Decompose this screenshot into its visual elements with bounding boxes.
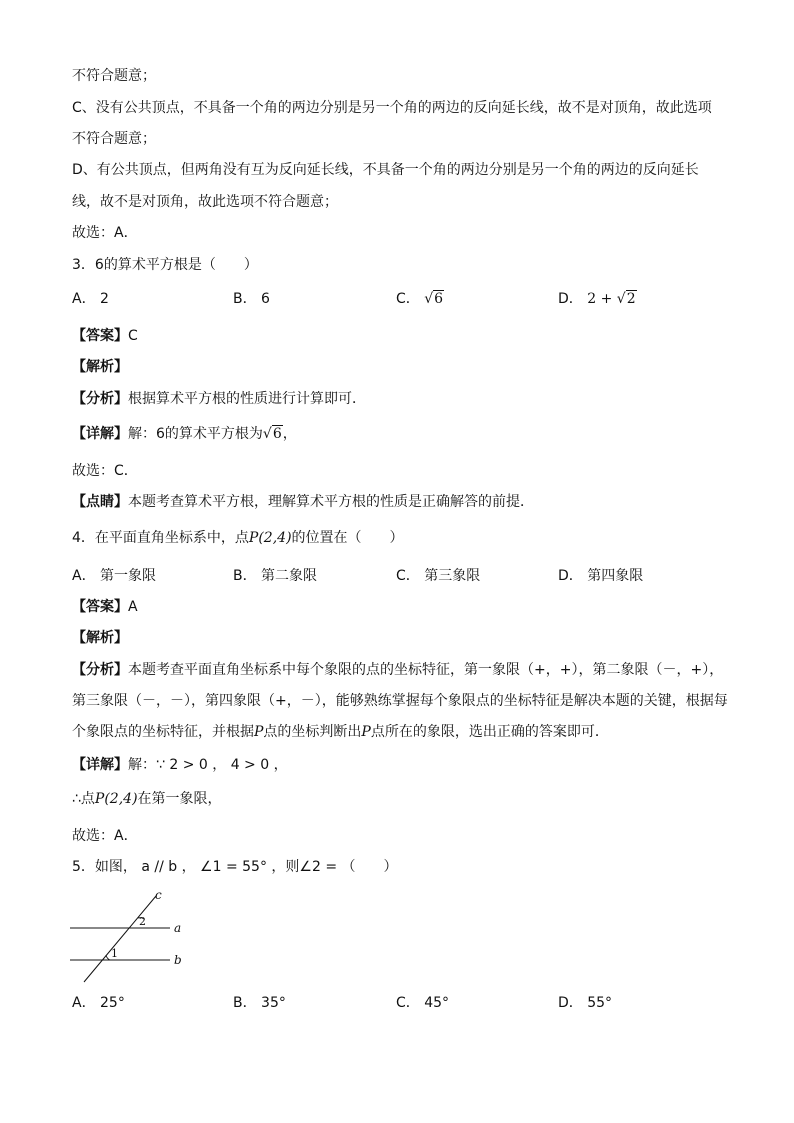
q4-answer [72, 597, 138, 617]
q5-option-d: D． 55° [558, 995, 613, 1011]
q4-fenxi-line3 [72, 722, 609, 742]
q3-option-c-label: C． [396, 291, 420, 307]
conclusion-pre: ∴点 [72, 791, 95, 807]
answer-value: A [128, 599, 138, 615]
answer-value: C [128, 328, 138, 344]
label-angle-1: 1 [111, 947, 118, 960]
q4-analysis-heading: 【解析】 [72, 630, 128, 646]
question-4-stem [72, 528, 404, 548]
xiangjie-text: 解：∵ 2 > 0 ， 4 > 0 ， [128, 757, 288, 773]
point-p: P(2,4) [248, 530, 292, 546]
q4-option-d: D． 第四象限 [558, 568, 644, 584]
q4-option-c: C． 第三象限 [396, 568, 481, 584]
conclusion-post: 在第一象限， [137, 791, 222, 807]
q4-option-b: B． 第二象限 [233, 568, 318, 584]
radicand: 6 [272, 426, 282, 442]
fenxi-tag: 【分析】 [72, 391, 128, 407]
q4-guxuan: 故选：A． [72, 828, 138, 844]
text-line: C、没有公共顶点，不具备一个角的两边分别是另一个角的两边的反向延长线，故不是对顶角，故此选项 [72, 100, 712, 116]
xiangjie-tag: 【详解】 [72, 426, 128, 442]
text-line: D、有公共顶点，但两角没有互为反向延长线，不具备一个角的两边分别是另一个角的两边的反向延长 [72, 162, 699, 178]
text: 个象限点的坐标特征，并根据 [72, 724, 254, 740]
q3-answer [72, 326, 138, 346]
fenxi-text: 本题考查平面直角坐标系中每个象限的点的坐标特征，第一象限（+，+），第二象限（－，+）， [128, 662, 724, 678]
answer-tag: 【答案】 [72, 328, 128, 344]
parallel-lines-figure [62, 886, 202, 986]
xiangjie-text: 解：6的算术平方根为 [128, 426, 263, 442]
point-p: P(2,4) [94, 791, 138, 807]
fenxi-text: 根据算术平方根的性质进行计算即可． [128, 391, 366, 407]
xiangjie-post: ， [282, 426, 297, 442]
text: 点所在的象限，选出正确的答案即可． [370, 724, 609, 740]
transversal-c [84, 896, 156, 982]
label-a: a [174, 921, 182, 935]
q4-stem-pre: 4．在平面直角坐标系中，点 [72, 530, 249, 546]
radicand: 6 [434, 291, 444, 307]
text-line: 不符合题意； [72, 131, 156, 147]
q5-option-c: C． 45° [396, 995, 450, 1011]
text: 点的坐标判断出 [263, 724, 362, 740]
question-5-stem: 5．如图， a // b ， ∠1 = 55° ，则∠2 = （ ） [72, 859, 398, 875]
q4-fenxi-line2: 第三象限（－，－），第四象限（+，－），能够熟练掌握每个象限点的坐标特征是解决本题的关键，根据每 [72, 693, 728, 709]
label-b: b [174, 953, 182, 967]
text-line: 线，故不是对顶角，故此选项不符合题意； [72, 194, 338, 210]
label-angle-2: 2 [139, 915, 146, 928]
xiangjie-tag: 【详解】 [72, 757, 128, 773]
sqrt-two: √2 [616, 291, 636, 307]
fenxi-tag: 【分析】 [72, 662, 128, 678]
dianjing-tag: 【点睛】 [72, 494, 128, 510]
label-c: c [155, 888, 162, 902]
q5-option-a: A． 25° [72, 995, 125, 1011]
text-line: 不符合题意； [72, 68, 156, 84]
q3-xiangjie [72, 424, 297, 444]
q3-guxuan: 故选：C． [72, 463, 138, 479]
sqrt-six: √6 [262, 426, 282, 442]
question-3-stem: 3．6的算术平方根是（ ） [72, 257, 258, 273]
q3-option-b: B． 6 [233, 291, 270, 307]
q3-option-d-label: D． [558, 291, 583, 307]
q3-dianjing [72, 492, 534, 512]
angle-1-arc [106, 955, 110, 960]
q3-analysis-heading: 【解析】 [72, 359, 128, 375]
q4-stem-post: 的位置在（ ） [291, 530, 404, 546]
q3-option-d [558, 289, 637, 309]
q3-option-c [396, 289, 444, 309]
q4-conclusion [72, 789, 222, 809]
q4-xiangjie [72, 755, 288, 775]
sqrt-six: √6 [424, 291, 444, 307]
q3-option-a: A． 2 [72, 291, 109, 307]
answer-tag: 【答案】 [72, 599, 128, 615]
q4-option-a: A． 第一象限 [72, 568, 157, 584]
q4-fenxi [72, 660, 723, 680]
text-line: 故选：A． [72, 225, 138, 241]
radicand: 2 [626, 291, 636, 307]
q5-option-b: B． 35° [233, 995, 286, 1011]
point-p-label: P [361, 724, 371, 740]
point-p-label: P [254, 724, 264, 740]
q3-option-d-prefix: 2 + [587, 291, 617, 307]
dianjing-text: 本题考查算术平方根，理解算术平方根的性质是正确解答的前提． [128, 494, 534, 510]
q3-fenxi [72, 389, 366, 409]
